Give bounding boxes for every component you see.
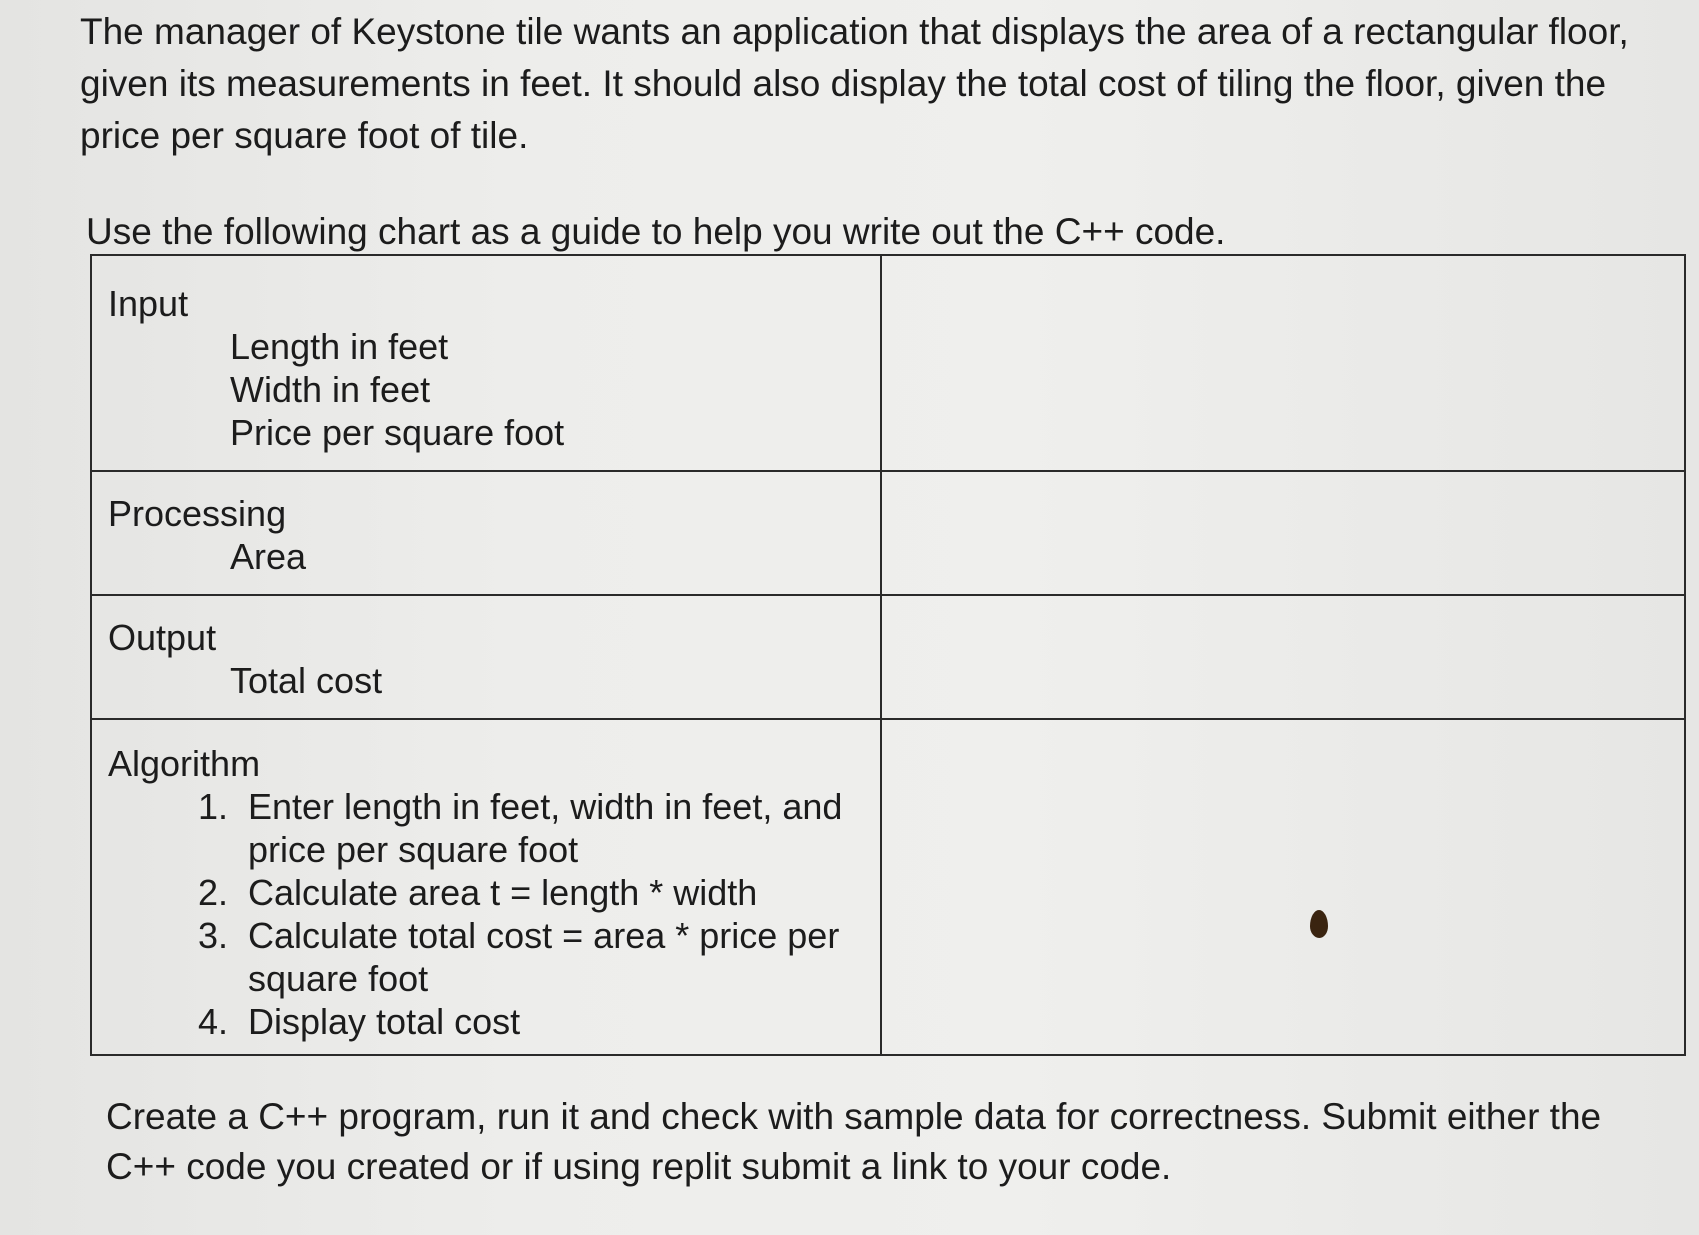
- processing-items: [92, 535, 880, 578]
- ipo-chart-table: [90, 254, 1686, 1056]
- processing-cell: [91, 471, 881, 595]
- algorithm-steps: [92, 785, 880, 1043]
- output-answer-cell: [881, 595, 1685, 719]
- screen-speck: [1310, 910, 1328, 938]
- guide-instruction: Use the following chart as a guide to help you write out the C++ code.: [86, 211, 1226, 252]
- processing-item-area: Area: [230, 536, 307, 577]
- algorithm-step-3: 3. Calculate total cost = area * price per square foot: [238, 914, 860, 1000]
- input-item-length: Length in feet: [230, 326, 449, 367]
- closing-instructions: Create a C++ program, run it and check with sample data for correctness. Submit either the C++ code you created or if using replit submit a link to your code.: [106, 1096, 1602, 1187]
- output-title: Output: [108, 617, 217, 658]
- output-items: [92, 659, 880, 702]
- algorithm-cell: [91, 719, 881, 1055]
- algorithm-answer-cell: [881, 719, 1685, 1055]
- algorithm-step-1: 1. Enter length in feet, width in feet, and price per square foot: [238, 785, 860, 871]
- algorithm-step-4: 4. Display total cost: [238, 1000, 860, 1043]
- input-item-width: Width in feet: [230, 369, 431, 410]
- processing-title: Processing: [108, 493, 287, 534]
- output-item-total-cost: Total cost: [230, 660, 383, 701]
- intro-paragraph: The manager of Keystone tile wants an application that displays the area of a rectangular floor, given its measurements in feet. It should also display the total cost of tiling the floor, given the price per square foot of tile.: [80, 11, 1629, 156]
- chart-row-output: [91, 595, 1685, 719]
- algorithm-title: Algorithm: [108, 743, 261, 784]
- input-item-price: Price per square foot: [230, 412, 565, 453]
- input-cell: [91, 255, 881, 471]
- chart-row-processing: [91, 471, 1685, 595]
- algorithm-step-2: 2. Calculate area t = length * width: [238, 871, 860, 914]
- input-items: [92, 325, 880, 454]
- processing-answer-cell: [881, 471, 1685, 595]
- chart-row-input: [91, 255, 1685, 471]
- input-title: Input: [108, 283, 189, 324]
- input-answer-cell: [881, 255, 1685, 471]
- output-cell: [91, 595, 881, 719]
- chart-row-algorithm: [91, 719, 1685, 1055]
